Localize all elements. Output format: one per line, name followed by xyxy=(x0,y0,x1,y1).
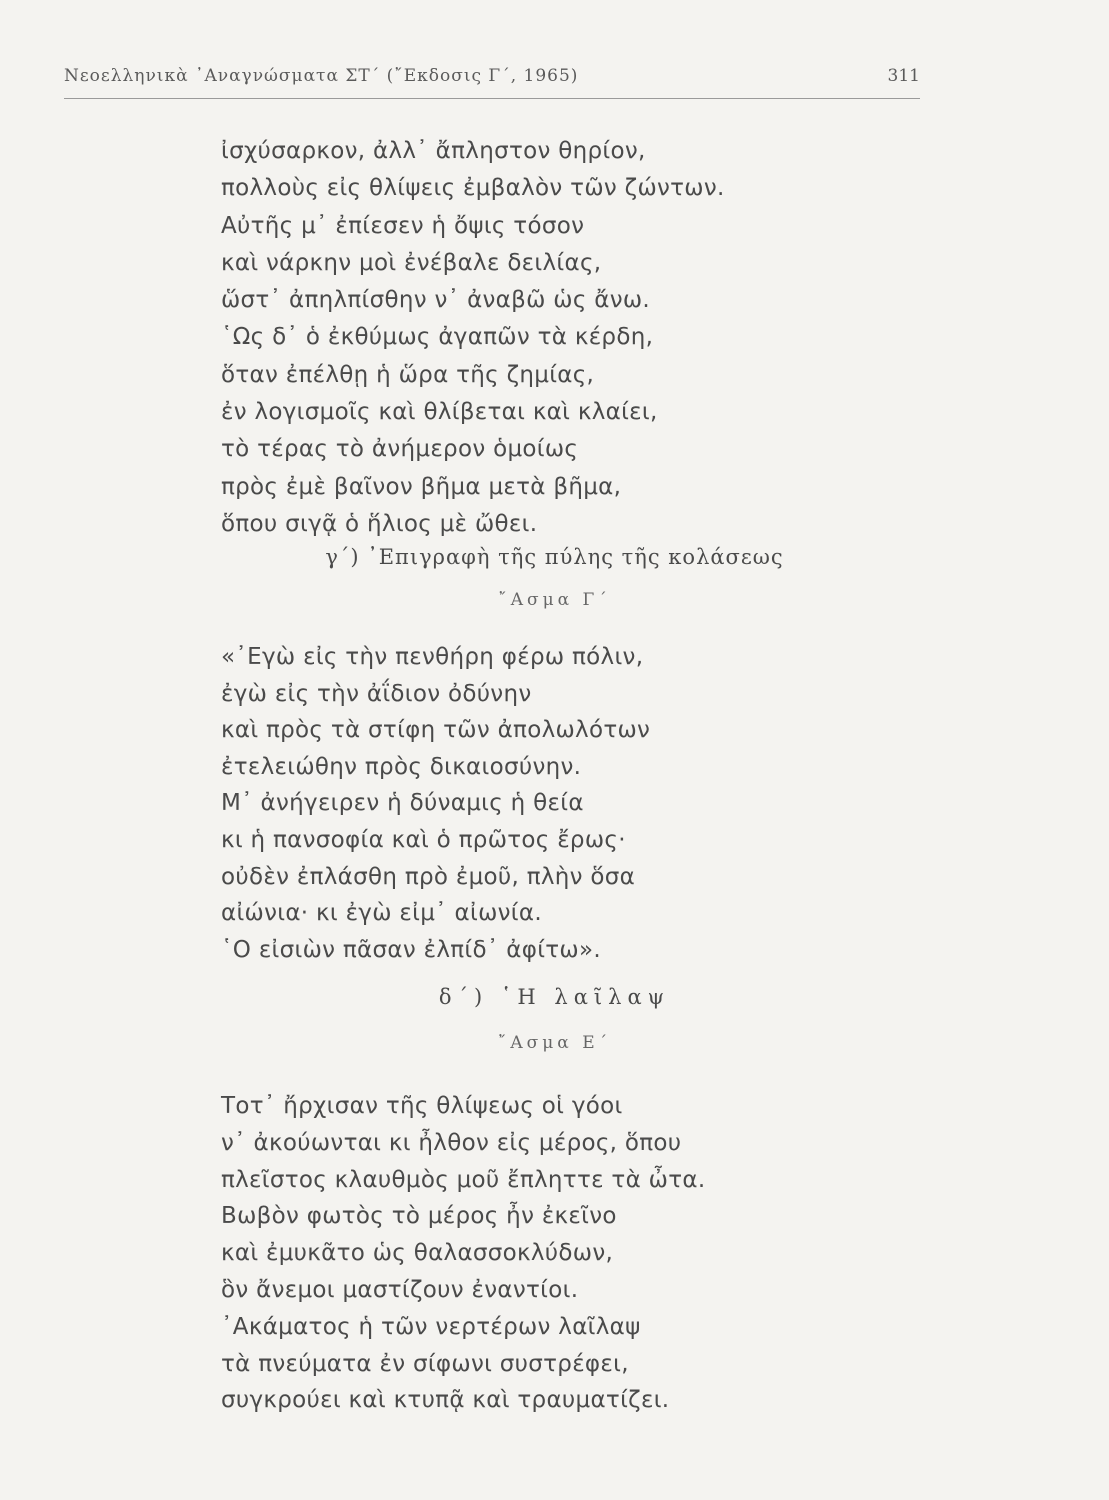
running-title: Νεοελληνικὰ ᾿Αναγνώσματα ΣΤ΄ (῎Εκδοσις Γ΄, 1965) xyxy=(64,66,579,86)
section-c-canto: ῎Ασμα Γ΄ xyxy=(498,590,611,610)
verse-line: καὶ πρὸς τὰ στίφη τῶν ἀπολωλότων xyxy=(221,717,651,744)
verse-line: ῾Ο εἰσιὼν πᾶσαν ἐλπίδ᾿ ἀφίτω». xyxy=(221,936,601,963)
page-number: 311 xyxy=(887,66,920,86)
running-header xyxy=(64,64,920,99)
stanza-2 xyxy=(221,639,921,968)
verse-line: ὃν ἄνεμοι μαστίζουν ἐναντίοι. xyxy=(221,1276,579,1303)
verse-line: Βωβὸν φωτὸς τὸ μέρος ἦν ἐκεῖνο xyxy=(221,1203,617,1230)
verse-line: «᾿Εγὼ εἰς τὴν πενθήρη φέρω πόλιν, xyxy=(221,644,644,670)
verse-line: ὅπου σιγᾷ ὁ ἥλιος μὲ ὤθει. xyxy=(221,510,538,537)
section-c-title: γ΄) ᾿Επιγραφὴ τῆς πύλης τῆς κολάσεως xyxy=(325,545,784,569)
stanza-1 xyxy=(221,133,921,543)
section-d-title: δ΄) ῾Η λαῖλαψ xyxy=(438,985,671,1009)
section-d-canto: ῎Ασμα Ε΄ xyxy=(497,1033,612,1053)
verse-line: Τοτ᾿ ἤρχισαν τῆς θλίψεως οἱ γόοι xyxy=(221,1093,623,1119)
verse-line: ἐγὼ εἰς τὴν ἀΐδιον ὀδύνην xyxy=(221,680,532,707)
verse-line: ἐτελειώθην πρὸς δικαιοσύνην. xyxy=(221,753,582,780)
verse-line: οὐδὲν ἐπλάσθη πρὸ ἐμοῦ, πλὴν ὅσα xyxy=(221,863,636,890)
verse-line: ᾿Ακάματος ἡ τῶν νερτέρων λαῖλαψ xyxy=(221,1313,641,1340)
verse-line: καὶ ἐμυκᾶτο ὡς θαλασσοκλύδων, xyxy=(221,1240,614,1267)
verse-line: Αὐτῆς μ᾿ ἐπίεσεν ἡ ὄψις τόσον xyxy=(221,212,585,239)
verse-line: πολλοὺς εἰς θλίψεις ἐμβαλὸν τῶν ζώντων. xyxy=(221,175,725,202)
verse-line: τὰ πνεύματα ἐν σίφωνι συστρέφει, xyxy=(221,1350,629,1377)
verse-line: ῾Ως δ᾿ ὁ ἐκθύμως ἀγαπῶν τὰ κέρδη, xyxy=(221,324,654,351)
verse-line: συγκρούει καὶ κτυπᾷ καὶ τραυματίζει. xyxy=(221,1387,670,1414)
verse-line: ἰσχύσαρκον, ἀλλ᾿ ἄπληστον θηρίον, xyxy=(221,138,646,164)
verse-line: Μ᾿ ἀνήγειρεν ἡ δύναμις ἡ θεία xyxy=(221,790,584,817)
verse-line: ν᾿ ἀκούωνται κι ἦλθον εἰς μέρος, ὅπου xyxy=(221,1129,682,1156)
verse-line: πρὸς ἐμὲ βαῖνον βῆμα μετὰ βῆμα, xyxy=(221,473,622,500)
verse-line: καὶ νάρκην μοὶ ἐνέβαλε δειλίας, xyxy=(221,249,602,276)
verse-line: τὸ τέρας τὸ ἀνήμερον ὁμοίως xyxy=(221,436,579,463)
verse-line: αἰώνια· κι ἐγὼ εἰμ᾿ αἰωνία. xyxy=(221,900,542,927)
stanza-3 xyxy=(221,1088,921,1419)
verse-line: ὅταν ἐπέλθῃ ἡ ὥρα τῆς ζημίας, xyxy=(221,361,595,388)
verse-line: ὥστ᾿ ἀπηλπίσθην ν᾿ ἀναβῶ ὡς ἄνω. xyxy=(221,287,651,314)
verse-line: πλεῖστος κλαυθμὸς μοῦ ἔπληττε τὰ ὦτα. xyxy=(221,1166,706,1193)
verse-line: ἐν λογισμοῖς καὶ θλίβεται καὶ κλαίει, xyxy=(221,399,658,426)
verse-line: κι ἡ πανσοφία καὶ ὁ πρῶτος ἔρως· xyxy=(221,826,626,853)
